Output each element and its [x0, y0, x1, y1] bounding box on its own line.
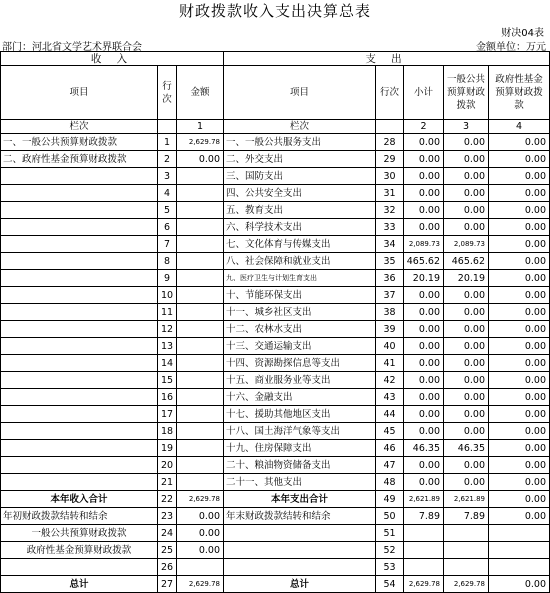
expense-row-no: 48	[376, 474, 404, 491]
income-item	[1, 304, 158, 321]
income-row-no: 16	[158, 389, 177, 406]
lanci-label-right: 栏次	[224, 120, 376, 134]
general-budget-value: 0.00	[444, 389, 489, 406]
income-amount	[177, 457, 224, 474]
income-total-no: 22	[158, 491, 177, 508]
fund-budget-value: 0.00	[489, 474, 550, 491]
subtotal-value: 0.00	[404, 338, 444, 355]
row-26-no: 26	[158, 559, 177, 576]
subtotal-value: 0.00	[404, 321, 444, 338]
income-item	[1, 321, 158, 338]
income-amount	[177, 202, 224, 219]
income-item	[1, 372, 158, 389]
fund-budget-value: 0.00	[489, 389, 550, 406]
income-row-no: 12	[158, 321, 177, 338]
table-row	[1, 168, 550, 185]
income-item: 一、一般公共预算财政拨款	[1, 134, 158, 151]
fund-budget-value: 0.00	[489, 202, 550, 219]
income-amount	[177, 372, 224, 389]
subtotal-value: 0.00	[404, 134, 444, 151]
general-budget-value: 0.00	[444, 406, 489, 423]
carry-in-no: 23	[158, 508, 177, 525]
grand-total-label-left: 总计	[1, 576, 158, 593]
income-amount	[177, 423, 224, 440]
expense-item: 十五、商业服务业等支出	[224, 372, 376, 389]
subtotal-value: 0.00	[404, 219, 444, 236]
expense-row-no: 44	[376, 406, 404, 423]
expense-row-no: 40	[376, 338, 404, 355]
income-amount	[177, 253, 224, 270]
table-row	[1, 134, 550, 151]
expense-row-no: 37	[376, 287, 404, 304]
budget-table	[0, 51, 550, 593]
fund-budget-value: 0.00	[489, 338, 550, 355]
income-item	[1, 168, 158, 185]
table-row	[1, 236, 550, 253]
general-budget-value: 46.35	[444, 440, 489, 457]
income-row-no: 2	[158, 151, 177, 168]
income-row-no: 21	[158, 474, 177, 491]
income-amount	[177, 406, 224, 423]
income-row-no: 14	[158, 355, 177, 372]
expense-item: 十二、农林水支出	[224, 321, 376, 338]
carry-out-gen: 7.89	[444, 508, 489, 525]
fund-budget-value: 0.00	[489, 287, 550, 304]
department-label: 部门：河北省文学艺术界联合会	[2, 42, 142, 53]
fund-budget-value: 0.00	[489, 372, 550, 389]
income-item	[1, 287, 158, 304]
table-row	[1, 355, 550, 372]
table-row	[1, 457, 550, 474]
income-amount: 2,629.78	[177, 134, 224, 151]
income-row-no: 18	[158, 423, 177, 440]
table-row	[1, 389, 550, 406]
general-budget-value: 0.00	[444, 287, 489, 304]
fund-budget-header: 政府性基金预算财政拨款	[489, 66, 550, 120]
subtotal-value: 0.00	[404, 474, 444, 491]
expense-item: 十七、援助其他地区支出	[224, 406, 376, 423]
table-row	[1, 474, 550, 491]
income-amount	[177, 338, 224, 355]
fund-budget-value: 0.00	[489, 253, 550, 270]
fund-budget-value: 0.00	[489, 304, 550, 321]
expense-total-no: 49	[376, 491, 404, 508]
income-total-label: 本年收入合计	[1, 491, 158, 508]
ci-general-no: 24	[158, 525, 177, 542]
income-amount	[177, 389, 224, 406]
expense-item: 二十、粮油物资储备支出	[224, 457, 376, 474]
subtotal-value: 0.00	[404, 457, 444, 474]
table-row	[1, 338, 550, 355]
grand-total-label-right: 总计	[224, 576, 376, 593]
income-amount	[177, 168, 224, 185]
table-row	[1, 219, 550, 236]
expense-row-no: 36	[376, 270, 404, 287]
income-item	[1, 338, 158, 355]
income-amount	[177, 321, 224, 338]
expense-item: 三、国防支出	[224, 168, 376, 185]
income-row-no: 17	[158, 406, 177, 423]
subtotal-value: 0.00	[404, 151, 444, 168]
carry-out-fund: 0.00	[489, 508, 550, 525]
table-row	[1, 440, 550, 457]
expense-item: 八、社会保障和就业支出	[224, 253, 376, 270]
income-amount	[177, 270, 224, 287]
income-item	[1, 355, 158, 372]
income-item	[1, 253, 158, 270]
expense-item: 十八、国土海洋气象等支出	[224, 423, 376, 440]
general-budget-value: 0.00	[444, 474, 489, 491]
expense-total-label: 本年支出合计	[224, 491, 376, 508]
expense-item: 四、公共安全支出	[224, 185, 376, 202]
table-row	[1, 270, 550, 287]
general-budget-value: 0.00	[444, 219, 489, 236]
income-item	[1, 270, 158, 287]
fund-budget-value: 0.00	[489, 457, 550, 474]
income-item	[1, 406, 158, 423]
table-row	[1, 304, 550, 321]
expense-group-header: 支 出	[224, 52, 550, 66]
income-row-no: 19	[158, 440, 177, 457]
grand-total-amt-left: 2,629.78	[177, 576, 224, 593]
income-row-no: 8	[158, 253, 177, 270]
table-row	[1, 151, 550, 168]
grand-total-fund: 0.00	[489, 576, 550, 593]
expense-total-gen: 2,621.89	[444, 491, 489, 508]
fund-budget-value: 0.00	[489, 151, 550, 168]
expense-item: 十九、住房保障支出	[224, 440, 376, 457]
income-row-no: 7	[158, 236, 177, 253]
subtotal-value: 0.00	[404, 355, 444, 372]
general-budget-value: 0.00	[444, 423, 489, 440]
income-amount	[177, 236, 224, 253]
income-item	[1, 185, 158, 202]
income-row-no: 10	[158, 287, 177, 304]
income-group-header: 收 入	[1, 52, 224, 66]
income-item: 二、政府性基金预算财政拨款	[1, 151, 158, 168]
subtotal-value: 2,089.73	[404, 236, 444, 253]
income-amount: 0.00	[177, 151, 224, 168]
subtotal-value: 0.00	[404, 372, 444, 389]
ci-general-label: 一般公共预算财政拨款	[1, 525, 158, 542]
income-row-no: 20	[158, 457, 177, 474]
subtotal-value: 0.00	[404, 304, 444, 321]
income-item	[1, 219, 158, 236]
income-row-no: 11	[158, 304, 177, 321]
expense-item: 一、一般公共服务支出	[224, 134, 376, 151]
col-index-3: 3	[444, 120, 489, 134]
expense-row-no: 39	[376, 321, 404, 338]
carry-in-label: 年初财政拨款结转和结余	[1, 508, 158, 525]
general-budget-value: 0.00	[444, 457, 489, 474]
income-amount	[177, 287, 224, 304]
general-budget-value: 0.00	[444, 321, 489, 338]
income-amount	[177, 474, 224, 491]
income-row-no: 9	[158, 270, 177, 287]
expense-row-no: 38	[376, 304, 404, 321]
expense-row-no: 35	[376, 253, 404, 270]
general-budget-value: 0.00	[444, 134, 489, 151]
general-budget-value: 0.00	[444, 338, 489, 355]
expense-rowno-header: 行次	[376, 66, 404, 120]
ci-fund-amt: 0.00	[177, 542, 224, 559]
table-row	[1, 321, 550, 338]
income-row-no: 6	[158, 219, 177, 236]
general-budget-value: 0.00	[444, 202, 489, 219]
grand-total-no-left: 27	[158, 576, 177, 593]
fund-budget-value: 0.00	[489, 168, 550, 185]
table-row	[1, 406, 550, 423]
table-row	[1, 287, 550, 304]
expense-row-no: 29	[376, 151, 404, 168]
fund-budget-value: 0.00	[489, 440, 550, 457]
expense-row-no: 31	[376, 185, 404, 202]
fund-budget-value: 0.00	[489, 423, 550, 440]
expense-item: 十六、金融支出	[224, 389, 376, 406]
income-amount	[177, 440, 224, 457]
subtotal-value: 0.00	[404, 389, 444, 406]
income-row-no: 13	[158, 338, 177, 355]
expense-row-no: 41	[376, 355, 404, 372]
table-row	[1, 423, 550, 440]
expense-row-no: 43	[376, 389, 404, 406]
fund-budget-value: 0.00	[489, 134, 550, 151]
subtotal-value: 46.35	[404, 440, 444, 457]
general-budget-value: 0.00	[444, 304, 489, 321]
general-budget-value: 0.00	[444, 151, 489, 168]
expense-item: 二、外交支出	[224, 151, 376, 168]
general-budget-value: 20.19	[444, 270, 489, 287]
table-row	[1, 202, 550, 219]
grand-total-gen: 2,629.78	[444, 576, 489, 593]
table-row	[1, 185, 550, 202]
grand-total-sub: 2,629.78	[404, 576, 444, 593]
income-item	[1, 474, 158, 491]
table-row	[1, 372, 550, 389]
expense-row-no: 34	[376, 236, 404, 253]
expense-total-fund: 0.00	[489, 491, 550, 508]
expense-item: 九、医疗卫生与计划生育支出	[224, 270, 376, 287]
expense-total-sub: 2,621.89	[404, 491, 444, 508]
carry-out-sub: 7.89	[404, 508, 444, 525]
income-item	[1, 423, 158, 440]
expense-row-no: 28	[376, 134, 404, 151]
general-budget-value: 465.62	[444, 253, 489, 270]
general-budget-value: 2,089.73	[444, 236, 489, 253]
expense-item: 七、文化体育与传媒支出	[224, 236, 376, 253]
row-53-no: 53	[376, 559, 404, 576]
col-index-4: 4	[489, 120, 550, 134]
row-51-no: 51	[376, 525, 404, 542]
fund-budget-value: 0.00	[489, 236, 550, 253]
sheet-number: 财决04表	[501, 28, 544, 39]
subtotal-value: 0.00	[404, 287, 444, 304]
general-budget-value: 0.00	[444, 185, 489, 202]
income-row-no: 5	[158, 202, 177, 219]
ci-fund-label: 政府性基金预算财政拨款	[1, 542, 158, 559]
expense-row-no: 30	[376, 168, 404, 185]
subtotal-value: 0.00	[404, 185, 444, 202]
page-title: 财政拨款收入支出决算总表	[178, 2, 371, 20]
income-amount	[177, 304, 224, 321]
ci-fund-no: 25	[158, 542, 177, 559]
income-amount	[177, 185, 224, 202]
expense-item-header: 项目	[224, 66, 376, 120]
subtotal-value: 20.19	[404, 270, 444, 287]
income-item	[1, 389, 158, 406]
ci-general-amt: 0.00	[177, 525, 224, 542]
income-row-no: 3	[158, 168, 177, 185]
expense-row-no: 47	[376, 457, 404, 474]
fund-budget-value: 0.00	[489, 321, 550, 338]
expense-item: 六、科学技术支出	[224, 219, 376, 236]
grand-total-no-right: 54	[376, 576, 404, 593]
general-budget-value: 0.00	[444, 355, 489, 372]
income-rowno-header: 行次	[158, 66, 177, 120]
subtotal-value: 0.00	[404, 202, 444, 219]
expense-item: 二十一、其他支出	[224, 474, 376, 491]
subtotal-header: 小计	[404, 66, 444, 120]
subtotal-value: 465.62	[404, 253, 444, 270]
subtotal-value: 0.00	[404, 406, 444, 423]
fund-budget-value: 0.00	[489, 355, 550, 372]
expense-item: 十四、资源勘探信息等支出	[224, 355, 376, 372]
expense-row-no: 45	[376, 423, 404, 440]
fund-budget-value: 0.00	[489, 185, 550, 202]
carry-out-label: 年末财政拨款结转和结余	[224, 508, 376, 525]
unit-label: 金额单位：万元	[476, 42, 546, 53]
expense-item: 十、节能环保支出	[224, 287, 376, 304]
general-budget-value: 0.00	[444, 168, 489, 185]
income-item	[1, 440, 158, 457]
income-row-no: 15	[158, 372, 177, 389]
income-item	[1, 236, 158, 253]
row-52-no: 52	[376, 542, 404, 559]
subtotal-value: 0.00	[404, 168, 444, 185]
income-amount	[177, 355, 224, 372]
expense-row-no: 33	[376, 219, 404, 236]
income-row-no: 4	[158, 185, 177, 202]
expense-row-no: 46	[376, 440, 404, 457]
income-row-no: 1	[158, 134, 177, 151]
income-item-header: 项目	[1, 66, 158, 120]
lanci-label-left: 栏次	[1, 120, 158, 134]
fund-budget-value: 0.00	[489, 406, 550, 423]
expense-row-no: 32	[376, 202, 404, 219]
carry-out-no: 50	[376, 508, 404, 525]
expense-item: 十三、交通运输支出	[224, 338, 376, 355]
table-row	[1, 253, 550, 270]
expense-item: 十一、城乡社区支出	[224, 304, 376, 321]
col-index-2: 2	[404, 120, 444, 134]
carry-in-amt: 0.00	[177, 508, 224, 525]
income-amount-header: 金额	[177, 66, 224, 120]
general-budget-value: 0.00	[444, 372, 489, 389]
income-amount	[177, 219, 224, 236]
expense-row-no: 42	[376, 372, 404, 389]
col-index-1: 1	[177, 120, 224, 134]
expense-item: 五、教育支出	[224, 202, 376, 219]
fund-budget-value: 0.00	[489, 219, 550, 236]
fund-budget-value: 0.00	[489, 270, 550, 287]
income-item	[1, 457, 158, 474]
income-total-amt: 2,629.78	[177, 491, 224, 508]
subtotal-value: 0.00	[404, 423, 444, 440]
income-item	[1, 202, 158, 219]
general-budget-header: 一般公共预算财政拨款	[444, 66, 489, 120]
